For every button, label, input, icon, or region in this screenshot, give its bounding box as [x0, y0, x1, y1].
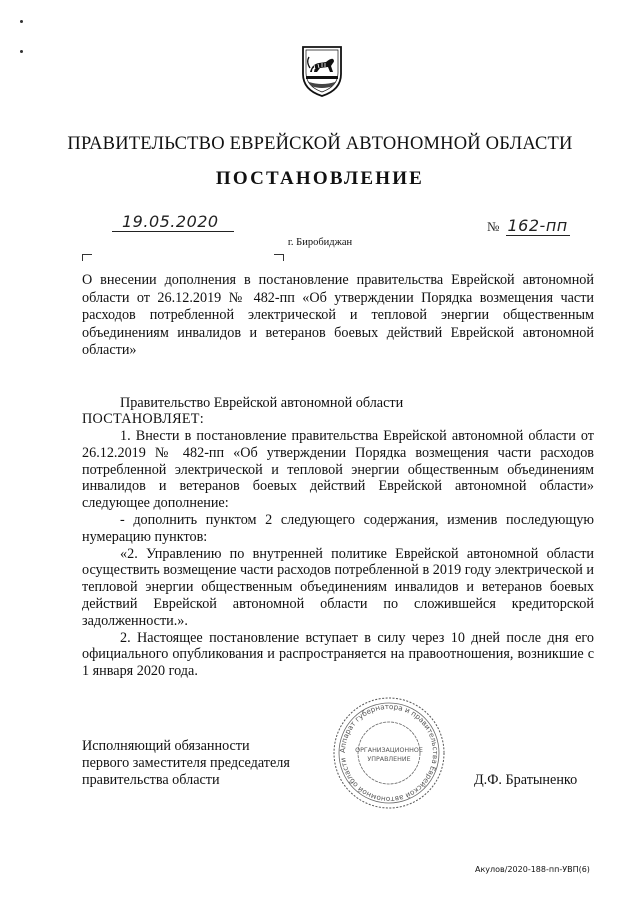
- signer-name: Д.Ф. Братыненко: [474, 772, 578, 788]
- document-body: [82, 428, 594, 680]
- stamp-ring-text: Аппарат губернатора и правительства Еврейской автономной области: [337, 701, 441, 805]
- number-value: 162-пп: [507, 216, 568, 235]
- signature-line-3: правительства области: [82, 772, 220, 789]
- signature-line-1: Исполняющий обязанности: [82, 738, 250, 754]
- document-type: ПОСТАНОВЛЕНИЕ: [215, 168, 425, 189]
- subject-corner-right: [274, 254, 284, 261]
- official-stamp: [330, 694, 448, 812]
- city: г. Биробиджан: [287, 237, 353, 248]
- government-title: ПРАВИТЕЛЬСТВО ЕВРЕЙСКОЙ АВТОНОМНОЙ ОБЛАСТИ: [67, 134, 573, 154]
- paragraph-2: - дополнить пунктом 2 следующего содержания, изменив последующую нумерацию пунктов:: [82, 511, 594, 545]
- document-subject: О внесении дополнения в постановление правительства Еврейской автономной области от 26.12.2019 № 482-пп «Об утверждении Порядка возмещения части расходов потребленной электрической и тепловой энергии общественным объединениям инвалидов и ветеранов боевых действий Еврейской автономной области»: [82, 272, 594, 359]
- paragraph-3: «2. Управлению по внутренней политике Еврейской автономной области осуществить возмещение части расходов потребленной в 2019 году электрической и тепловой энергии общественным объединениям инвалидов и ветеранов боевых действий Еврейской автономной области по сложившейся кредиторской задолженности.».: [82, 545, 594, 629]
- footer-code: Акулов/2020-188-пп-УВП(6): [475, 865, 590, 874]
- number-sign: №: [487, 219, 500, 234]
- paragraph-1: 1. Внести в постановление правительства Еврейской автономной области от 26.12.2019 № 482-пп «Об утверждении Порядка возмещения части расходов потребленной электрической и тепловой энергии общественным объединениям инвалидов и ветеранов боевых действий Еврейской автономной области» следующее дополнение:: [82, 428, 594, 512]
- stamp-center-2: УПРАВЛЕНИЕ: [367, 756, 411, 763]
- margin-mark: [20, 20, 23, 23]
- date-value: 19.05.2020: [122, 212, 219, 231]
- stamp-center-1: ОРГАНИЗАЦИОННОЕ: [355, 747, 423, 754]
- document-number: [487, 216, 570, 235]
- signature-line-2: первого заместителя председателя: [82, 755, 290, 772]
- signature-position: [82, 738, 290, 790]
- coat-of-arms-icon: [300, 44, 344, 98]
- subject-corner-left: [82, 254, 92, 261]
- document-date: [112, 212, 234, 232]
- preamble-decides: ПОСТАНОВЛЯЕТ:: [82, 411, 205, 427]
- margin-mark: [20, 50, 23, 53]
- paragraph-4: 2. Настоящее постановление вступает в силу через 10 дней после дня его официального опубликования и распространяется на правоотношения, возникшие с 1 января 2020 года.: [82, 629, 594, 680]
- preamble-government: Правительство Еврейской автономной области: [120, 395, 404, 411]
